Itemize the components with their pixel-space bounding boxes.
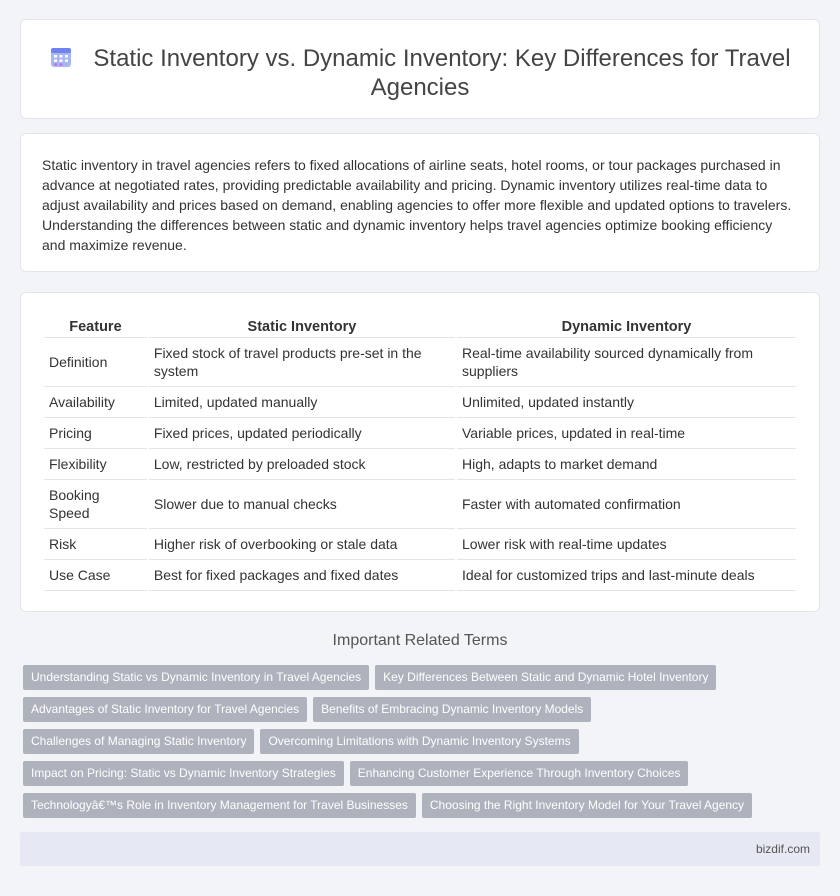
table-row	[44, 529, 796, 560]
calendar-icon	[49, 45, 73, 69]
cell-static: Slower due to manual checks	[149, 480, 455, 529]
table-row	[44, 560, 796, 591]
header-dynamic: Dynamic Inventory	[457, 314, 796, 338]
comparison-card	[20, 292, 820, 612]
cell-static: Limited, updated manually	[149, 387, 455, 418]
related-terms-list	[23, 665, 823, 825]
cell-dynamic: Faster with automated confirmation	[457, 480, 796, 529]
related-term-link[interactable]: Impact on Pricing: Static vs Dynamic Inventory Strategies	[23, 761, 344, 786]
related-term-link[interactable]: Key Differences Between Static and Dynamic Hotel Inventory	[375, 665, 716, 690]
related-term-link[interactable]: Choosing the Right Inventory Model for Your Travel Agency	[422, 793, 752, 818]
site-name[interactable]: bizdif.com	[755, 842, 810, 856]
intro-paragraph: Static inventory in travel agencies refers to fixed allocations of airline seats, hotel rooms, or tour packages purchased in advance at negotiated rates, providing predictable availability and pricing. Dynamic inventory utilizes real-time data to adjust availability and prices based on demand, enabling agencies to offer more flexible and updated options to travelers. Understanding the differences between static and dynamic inventory helps travel agencies optimize booking efficiency and maximize revenue.	[42, 157, 792, 253]
cell-static: Fixed stock of travel products pre-set in the system	[149, 338, 455, 387]
related-term-link[interactable]: Understanding Static vs Dynamic Inventory in Travel Agencies	[23, 665, 369, 690]
related-term-link[interactable]: Enhancing Customer Experience Through Inventory Choices	[350, 761, 689, 786]
table-row	[44, 418, 796, 449]
cell-static: Higher risk of overbooking or stale data	[149, 529, 455, 560]
related-term-link[interactable]: Challenges of Managing Static Inventory	[23, 729, 254, 754]
page-title-text: Static Inventory vs. Dynamic Inventory: Key Differences for Travel Agencies	[93, 45, 791, 101]
cell-feature: Definition	[44, 338, 147, 387]
table-row	[44, 449, 796, 480]
header-feature: Feature	[44, 314, 147, 338]
cell-feature: Availability	[44, 387, 147, 418]
cell-feature: Flexibility	[44, 449, 147, 480]
cell-dynamic: Ideal for customized trips and last-minute deals	[457, 560, 796, 591]
table-row	[44, 480, 796, 529]
cell-dynamic: Variable prices, updated in real-time	[457, 418, 796, 449]
related-term-link[interactable]: Overcoming Limitations with Dynamic Inventory Systems	[260, 729, 578, 754]
related-term-link[interactable]: Benefits of Embracing Dynamic Inventory Models	[313, 697, 591, 722]
cell-dynamic: Lower risk with real-time updates	[457, 529, 796, 560]
cell-static: Fixed prices, updated periodically	[149, 418, 455, 449]
header-static: Static Inventory	[149, 314, 455, 338]
cell-feature: Pricing	[44, 418, 147, 449]
footer	[20, 832, 820, 866]
related-term-link[interactable]: Advantages of Static Inventory for Travel Agencies	[23, 697, 307, 722]
related-term-link[interactable]: Technologyâ€™s Role in Inventory Management for Travel Businesses	[23, 793, 416, 818]
cell-static: Best for fixed packages and fixed dates	[149, 560, 455, 591]
cell-dynamic: High, adapts to market demand	[457, 449, 796, 480]
cell-feature: Use Case	[44, 560, 147, 591]
table-row	[44, 387, 796, 418]
comparison-table	[42, 314, 798, 591]
cell-dynamic: Unlimited, updated instantly	[457, 387, 796, 418]
intro-card	[20, 133, 820, 272]
cell-feature: Risk	[44, 529, 147, 560]
cell-static: Low, restricted by preloaded stock	[149, 449, 455, 480]
table-header-row	[44, 314, 796, 338]
cell-dynamic: Real-time availability sourced dynamically from suppliers	[457, 338, 796, 387]
related-terms-heading: Important Related Terms	[332, 632, 508, 649]
page-title	[21, 44, 819, 102]
header-card	[20, 19, 820, 119]
table-row	[44, 338, 796, 387]
cell-feature: Booking Speed	[44, 480, 147, 529]
